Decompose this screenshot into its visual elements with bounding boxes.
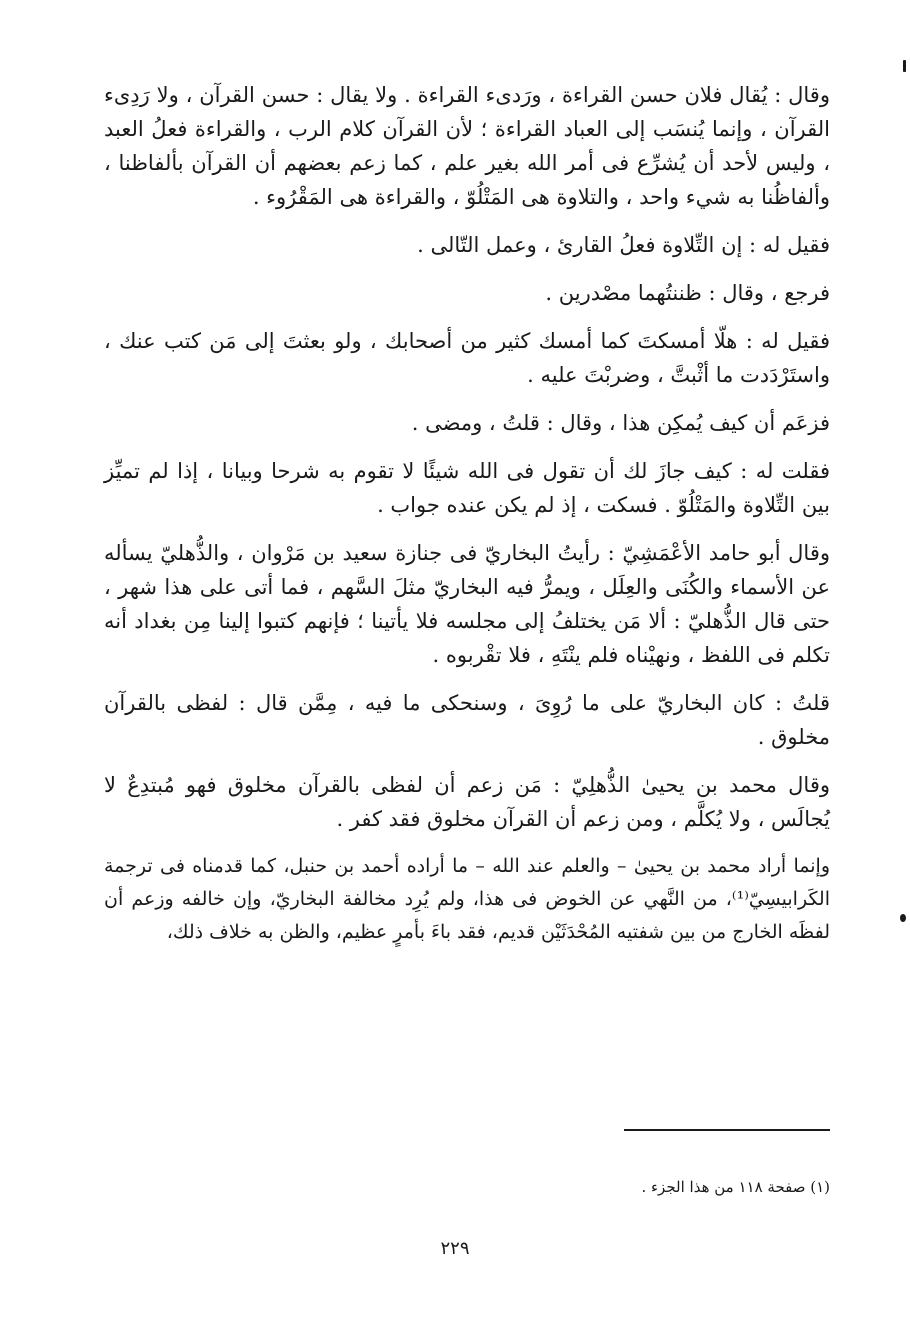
paragraph-7: وقال أبو حامد الأعْمَشِيّ : رأيتُ البخاريّ فى جنازة سعيد بن مَرْوان ، والذُّهليّ يسأله عن الأسماء والكُنَى والعِلَل ، ويمرُّ فيه البخاريّ مثلَ السَّهم ، فما أتى على هذا شهر ، حتى قال الذُّهليّ : ألا مَن يختلفُ إلى مجلسه فلا يأتينا ؛ فإنهم كتبوا إلينا مِن بغداد أنه تكلم فى اللفظ ، ونهيْناه فلم ينْتَهِ ، فلا تقْربوه . <box>104 541 830 667</box>
paragraph-2: فقيل له : إن التِّلاوة فعلُ القارئ ، وعمل التّالى . <box>417 233 830 257</box>
scan-mark-middle <box>900 914 906 922</box>
paragraph-9: وقال محمد بن يحيىٰ الذُّهلِيّ : مَن زعم أن لفظى بالقرآن مخلوق فهو مُبتدِعٌ لا يُجالَس ، ولا يُكلَّم ، ومن زعم أن القرآن مخلوق فقد كفر . <box>104 773 830 831</box>
paragraph-10: وإنما أراد محمد بن يحيىٰ – والعلم عند الله – ما أراده أحمد بن حنبل، كما قدمناه فى ترجمة الكَرابيسِيّ⁽¹⁾، من النَّهي عن الخوض فى هذا، ولم يُرِد مخالفة البخاريّ، وإن خالفه وزعم أن لفظَه الخارج من بين شفتيه المُحْدَثَيْن قديم، فقد باءَ بأمرٍ عظيم، والظن به خلاف ذلك، <box>104 855 830 943</box>
paragraph-5: فزعَم أن كيف يُمكِن هذا ، وقال : قلتُ ، ومضى . <box>411 411 830 435</box>
page-number: ٢٢٩ <box>440 1238 470 1259</box>
paragraph-3: فرجع ، وقال : ظننتُهما مصْدرين . <box>545 281 830 305</box>
scan-mark-top <box>903 60 906 72</box>
paragraph-1: وقال : يُقال فلان حسن القراءة ، ورَدىء القراءة . ولا يقال : حسن القرآن ، ولا رَدِىء القرآن ، وإنما يُنسَب إلى العباد القراءة ؛ لأن القرآن كلام الرب ، والقراءة فعلُ العبد ، وليس لأحد أن يُشرِّع فى أمر الله بغير علم ، كما زعم بعضهم أن القرآن بألفاظنا ، وألفاظُنا به شيء واحد ، والتلاوة هى المَتْلُوّ ، والقراءة هى المَقْرُوء . <box>104 83 830 209</box>
paragraph-8: قلتُ : كان البخاريّ على ما رُوِىَ ، وسنحكى ما فيه ، مِمَّن قال : لفظى بالقرآن مخلوق . <box>104 691 830 749</box>
page-body <box>104 78 830 963</box>
footnote: (١) صفحة ١١٨ من هذا الجزء . <box>641 1178 830 1196</box>
paragraph-4: فقيل له : هلّا أمسكتَ كما أمسك كثير من أصحابك ، ولو بعثتَ إلى مَن كتب عنك ، واستَرْدَدت ما أثْبتَّ ، وضربْتَ عليه . <box>104 329 830 387</box>
footnote-divider <box>624 1129 830 1131</box>
paragraph-6: فقلت له : كيف جازَ لك أن تقول فى الله شيئًا لا تقوم به شرحا وبيانا ، إذا لم تميِّز بين التِّلاوة والمَتْلُوّ . فسكت ، إذ لم يكن عنده جواب . <box>104 459 830 517</box>
